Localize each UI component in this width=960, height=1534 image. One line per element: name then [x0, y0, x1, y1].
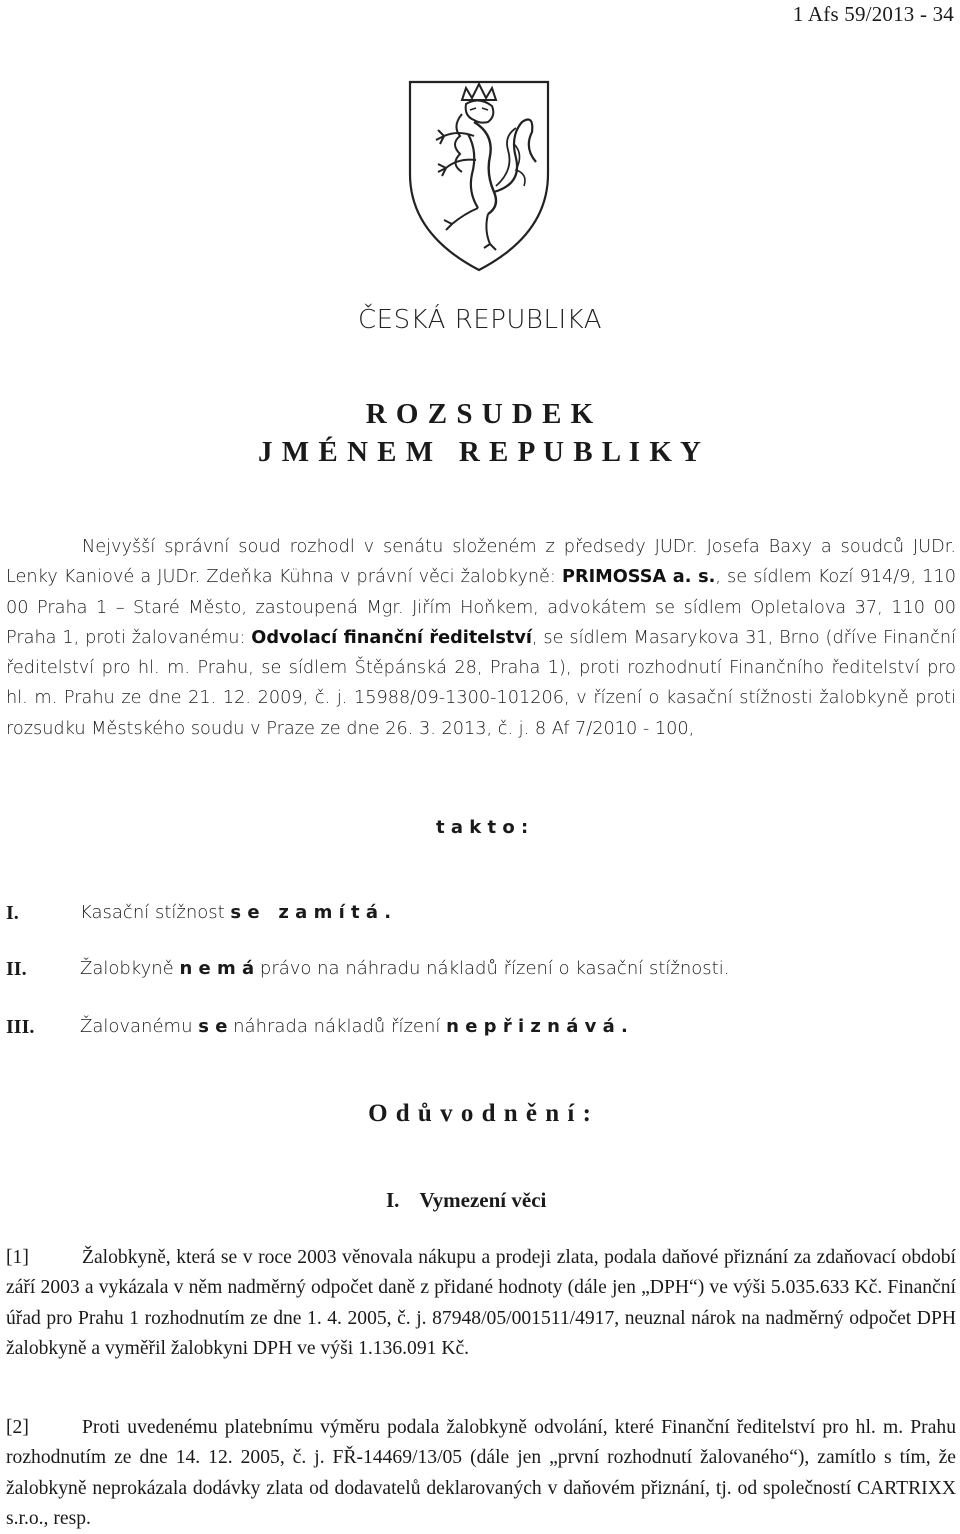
defendant-name: Odvolací finanční ředitelství: [251, 627, 532, 648]
verdict-text-post: právo na náhradu nákladů řízení o kasační stížnosti.: [254, 958, 730, 979]
czech-lion-coat-of-arms-icon: [404, 74, 554, 274]
verdict-spaced: s e z a m í t á .: [230, 902, 392, 923]
paragraph: [6, 1243, 956, 1364]
verdict-spaced: n e m á: [179, 958, 255, 979]
intro-text-2: , se sídlem Kozí 914/9, 110 00 Praha 1 – Staré Město, zastoupená Mgr. Jiřím Hoňkem, advokátem se sídlem Opletalova 37, 110 00 Praha 1, proti žalovanému:: [6, 567, 957, 648]
section-heading: [386, 1188, 546, 1213]
verdict-spaced-2: n e p ř i z n á v á .: [446, 1016, 628, 1037]
verdict-text-post: náhrada nákladů řízení: [227, 1016, 447, 1037]
verdict-num: III.: [6, 1016, 35, 1038]
verdict-num: II.: [6, 958, 27, 980]
section-title: Vymezení věci: [419, 1188, 547, 1212]
verdict-text: Žalovanému: [80, 1016, 199, 1037]
intro-text-3: , se sídlem Masarykova 31, Brno (dříve Finanční ředitelství pro hl. m. Prahu, se sídlem Štěpánská 28, Praha 1), proti rozhodnutí Finančního ředitelství pro hl. m. Prahu ze dne 21. 12. 2009, č. j. 15988/09-1300-101206, v řízení o kasační stížnosti žalobkyně proti rozsudku Městského soudu v Praze ze dne 26. 3. 2013, č. j. 8 Af 7/2010 - 100,: [6, 627, 956, 739]
paragraph-number: [2]: [6, 1417, 29, 1438]
republic-heading: ČESKÁ REPUBLIKA: [358, 305, 602, 335]
paragraph-text: Žalobkyně, která se v roce 2003 věnovala nákupu a prodeji zlata, podala daňové přiznání za zdaňovací období září 2003 a vykázala v něm nadměrný odpočet daně z přidané hodnoty (dále jen „DPH“) ve výši 5.035.633 Kč. Finanční úřad pro Prahu 1 rozhodnutím ze dne 1. 4. 2005, č. j. 87948/05/001511/4917, neuznal nárok na nadměrný odpočet DPH žalobkyně a vyměřil žalobkyni DPH ve výši 1.136.091 Kč.: [6, 1247, 956, 1359]
verdict-subtitle: J M É N E M R E P U B L I K Y: [257, 436, 702, 468]
paragraph-number: [1]: [6, 1247, 29, 1268]
takto-heading: t a k t o :: [436, 817, 529, 838]
verdict-num: I.: [6, 902, 19, 924]
paragraph-text: Proti uvedenému platebnímu výměru podala žalobkyně odvolání, které Finanční ředitelství pro hl. m. Prahu rozhodnutím ze dne 14. 12. 2005, č. j. FŘ-14469/13/05 (dále jen „první rozhodnutí žalovaného“), zamítlo s tím, že žalobkyně neprokázala dodávky zlata od dodavatelů deklarovaných v daňovém přiznání, tj. od společností CARTRIXX s.r.o., resp.: [6, 1417, 956, 1529]
plaintiff-name: PRIMOSSA a. s.: [561, 567, 716, 588]
verdict-text: Žalobkyně: [80, 958, 180, 979]
section-number: I.: [386, 1188, 400, 1212]
verdict-text: Kasační stížnost: [80, 902, 231, 923]
intro-paragraph: [6, 532, 956, 744]
intro-text-1: Nejvyšší správní soud rozhodl v senátu složeném z předsedy JUDr. Josefa Baxy a soudců JUDr. Lenky Kaniové a JUDr. Zdeňka Kühna v právní věci žalobkyně:: [6, 537, 956, 588]
paragraph: [6, 1413, 956, 1534]
reasoning-heading: O d ů v o d n ě n í :: [368, 1100, 592, 1127]
case-number: 1 Afs 59/2013 - 34: [792, 2, 954, 26]
verdict-title: R O Z S U D E K: [365, 398, 595, 430]
verdict-spaced: s e: [198, 1016, 228, 1037]
